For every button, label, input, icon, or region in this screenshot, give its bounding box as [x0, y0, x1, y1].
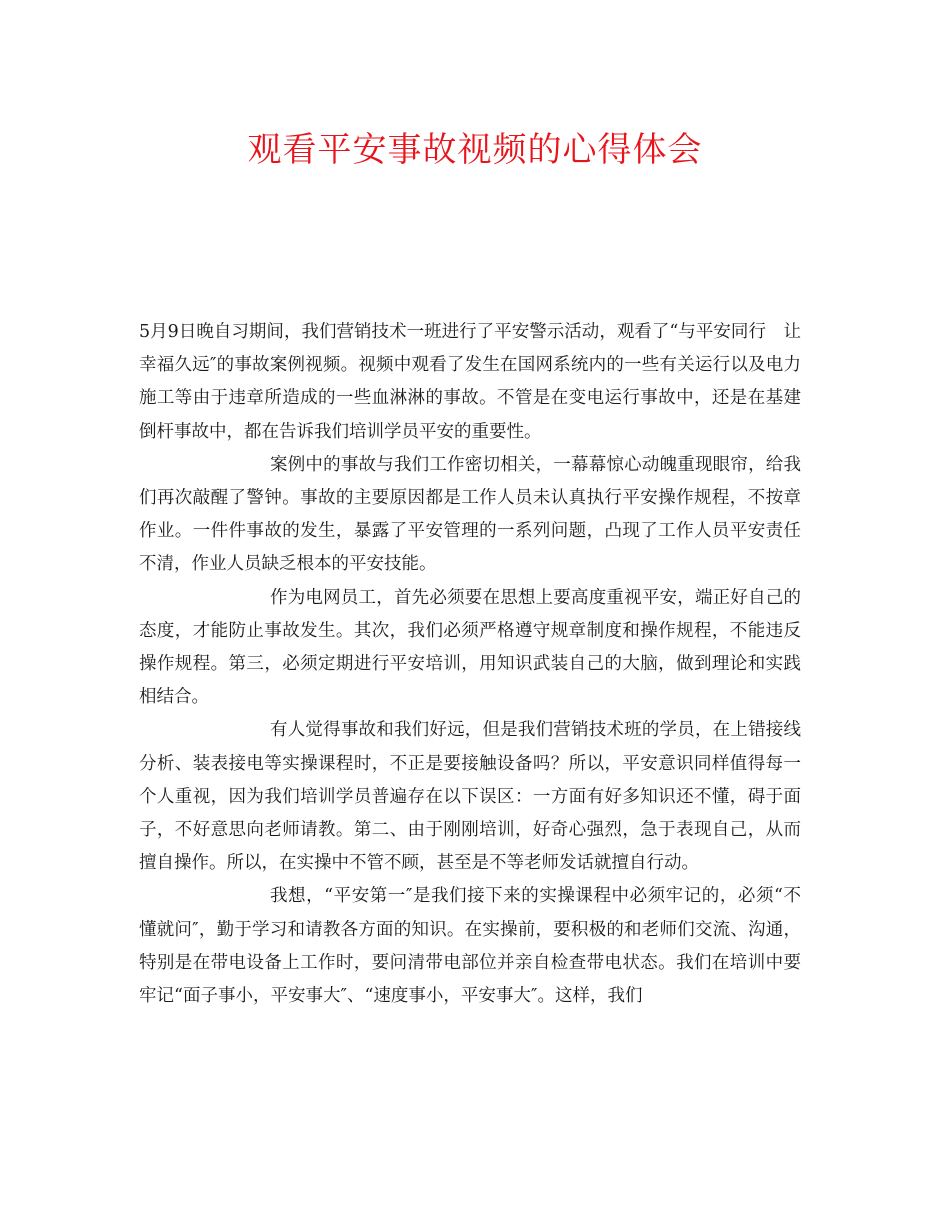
document-body	[139, 316, 801, 1013]
paragraph-2: 案例中的事故与我们工作密切相关，一幕幕惊心动魄重现眼帘，给我们再次敲醒了警钟。事故的主要原因都是工作人员未认真执行平安操作规程，不按章作业。一件件事故的发生，暴露了平安管理的一系列问题，凸现了工作人员平安责任不清，作业人员缺乏根本的平安技能。	[139, 454, 801, 575]
document-title: 观看平安事故视频的心得体会	[247, 130, 703, 170]
paragraph-1: 5月9日晚自习期间，我们营销技术一班进行了平安警示活动，观看了“与平安同行 让幸福久远″的事故案例视频。视频中观看了发生在国网系统内的一些有关运行以及电力施工等由于违章所造成的一些血淋淋的事故。不管是在变电运行事故中，还是在基建倒杆事故中，都在告诉我们培训学员平安的重要性。	[139, 322, 801, 442]
paragraph-4: 有人觉得事故和我们好远，但是我们营销技术班的学员，在上错接线分析、装表接电等实操课程时，不正是要接触设备吗？所以，平安意识同样值得每一个人重视，因为我们培训学员普遍存在以下误区：一方面有好多知识还不懂，碍于面子，不好意思向老师请教。第二、由于刚刚培训，好奇心强烈，急于表现自己，从而擅自操作。所以，在实操中不管不顾，甚至是不等老师发话就擅自行动。	[139, 720, 801, 874]
paragraph-5: 我想，“平安第一″是我们接下来的实操课程中必须牢记的，必须“不懂就问″，勤于学习和请教各方面的知识。在实操前，要积极的和老师们交流、沟通，特别是在带电设备上工作时，要问清带电部位并亲自检查带电状态。我们在培训中要牢记“面子事小，平安事大″、“速度事小，平安事大″。这样，我们	[139, 886, 801, 1007]
paragraph-3: 作为电网员工，首先必须要在思想上要高度重视平安，端正好自己的态度，才能防止事故发生。其次，我们必须严格遵守规章制度和操作规程，不能违反操作规程。第三，必须定期进行平安培训，用知识武装自己的大脑，做到理论和实践相结合。	[139, 587, 801, 708]
